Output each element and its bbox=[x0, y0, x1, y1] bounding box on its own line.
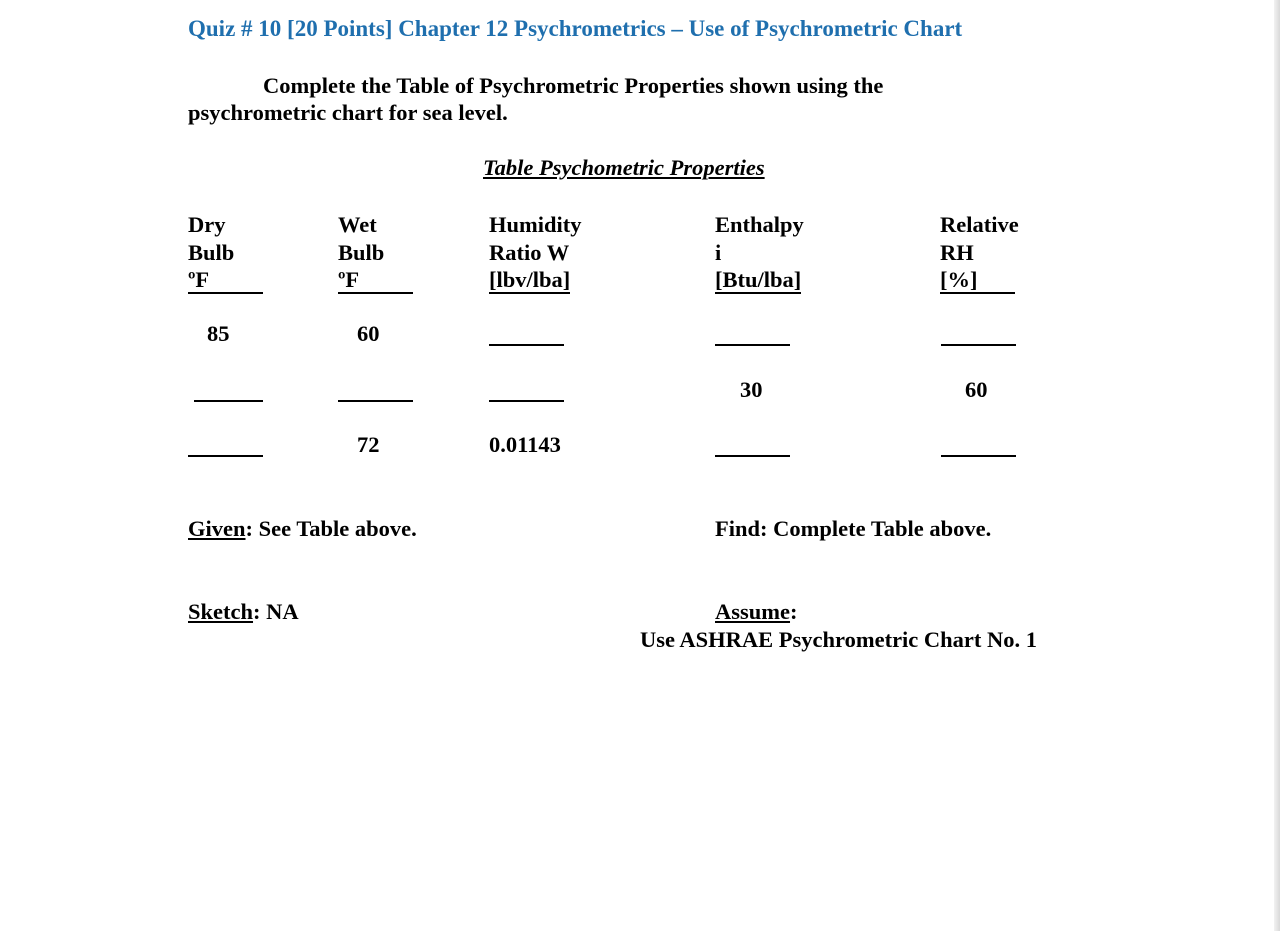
given-label: Given bbox=[188, 516, 246, 541]
cell-humidity-ratio-row-3: 0.01143 bbox=[489, 432, 561, 457]
assume-label: Assume bbox=[715, 599, 791, 624]
blank-humidity-ratio-row-2[interactable] bbox=[489, 400, 564, 402]
header-unit: ºF bbox=[188, 268, 263, 294]
blank-relative-humidity-row-3[interactable] bbox=[941, 455, 1016, 457]
column-header-wet-bulb bbox=[338, 211, 413, 294]
cell-wet-bulb-row-3: 72 bbox=[357, 432, 380, 457]
page-edge-shadow bbox=[1274, 0, 1280, 931]
blank-humidity-ratio-row-1[interactable] bbox=[489, 344, 564, 346]
table-caption: Table Psychometric Properties bbox=[483, 155, 765, 180]
assume-colon: : bbox=[790, 599, 798, 624]
sketch-text: : NA bbox=[253, 599, 299, 624]
header-line: Wet bbox=[338, 212, 377, 237]
quiz-title: Quiz # 10 [20 Points] Chapter 12 Psychrometrics – Use of Psychrometric Chart bbox=[188, 16, 963, 41]
cell-enthalpy-row-2: 30 bbox=[740, 377, 763, 402]
header-line: RH bbox=[940, 239, 974, 265]
instructions bbox=[188, 72, 988, 126]
column-header-humidity-ratio bbox=[489, 211, 582, 294]
blank-dry-bulb-row-3[interactable] bbox=[188, 455, 263, 457]
header-line: Relative bbox=[940, 212, 1019, 237]
header-unit: [Btu/lba] bbox=[715, 267, 802, 292]
sketch-label: Sketch bbox=[188, 599, 254, 624]
assume-text: Use ASHRAE Psychrometric Chart No. 1 bbox=[640, 627, 1038, 652]
header-unit: [lbv/lba] bbox=[489, 267, 571, 292]
column-header-enthalpy bbox=[715, 211, 804, 294]
blank-dry-bulb-row-2[interactable] bbox=[194, 400, 263, 402]
assume-heading bbox=[715, 599, 798, 625]
header-line: Ratio W bbox=[489, 239, 570, 265]
blank-relative-humidity-row-1[interactable] bbox=[941, 344, 1016, 346]
header-line: Humidity bbox=[489, 212, 582, 237]
cell-dry-bulb-row-1: 85 bbox=[207, 321, 230, 346]
blank-enthalpy-row-3[interactable] bbox=[715, 455, 790, 457]
column-header-relative-humidity bbox=[940, 211, 1019, 294]
cell-wet-bulb-row-1: 60 bbox=[357, 321, 380, 346]
given-text: : See Table above. bbox=[245, 516, 417, 541]
instructions-line-2: psychrometric chart for sea level. bbox=[188, 100, 508, 125]
instructions-line-1: Complete the Table of Psychrometric Properties shown using the bbox=[263, 73, 884, 98]
cell-relative-humidity-row-2: 60 bbox=[965, 377, 988, 402]
header-line: Bulb bbox=[338, 239, 385, 265]
find-text: Find: Complete Table above. bbox=[715, 516, 992, 541]
column-header-dry-bulb bbox=[188, 211, 263, 294]
header-unit: ºF bbox=[338, 268, 413, 294]
blank-wet-bulb-row-2[interactable] bbox=[338, 400, 413, 402]
header-line: Bulb bbox=[188, 239, 235, 265]
header-line: Enthalpy bbox=[715, 212, 804, 237]
given-section bbox=[188, 516, 417, 542]
header-line: i bbox=[715, 239, 722, 265]
sketch-section bbox=[188, 599, 299, 625]
header-unit: [%] bbox=[940, 268, 1015, 294]
blank-enthalpy-row-1[interactable] bbox=[715, 344, 790, 346]
header-line: Dry bbox=[188, 212, 226, 237]
